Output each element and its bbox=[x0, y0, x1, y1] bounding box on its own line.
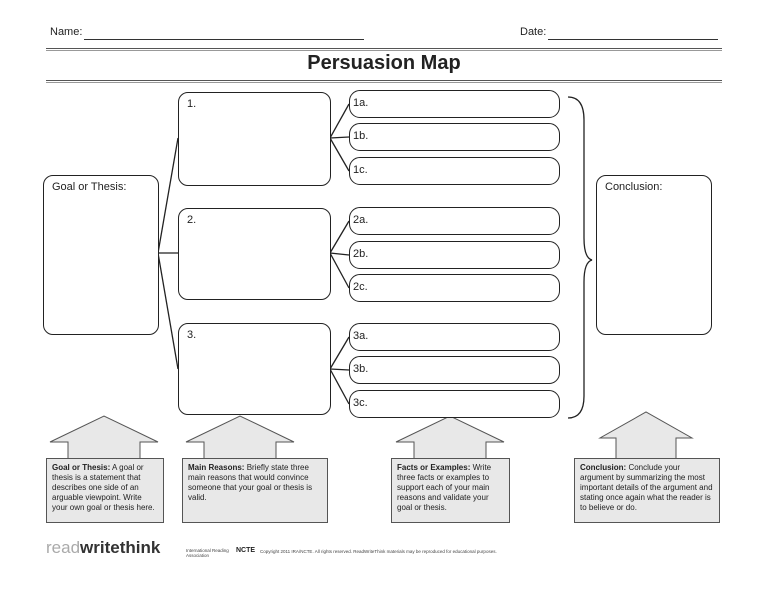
fact-pill-3a-label: 3a. bbox=[353, 330, 369, 342]
facts-description bbox=[391, 458, 510, 523]
fact-pill-2c-label: 2c. bbox=[353, 281, 368, 293]
facts-description-heading: Facts or Examples: bbox=[397, 463, 471, 472]
fact-pill-1a[interactable] bbox=[349, 90, 560, 118]
ira-logo: International Reading Association bbox=[186, 548, 229, 558]
conclusion-description-text: Conclude your argument by summarizing the most important details of the argument and stating once again what the reader is to believe or do. bbox=[580, 463, 713, 512]
fact-pill-1b[interactable] bbox=[349, 123, 560, 151]
goal-box-label: Goal or Thesis: bbox=[52, 181, 127, 193]
fact-pill-2a-label: 2a. bbox=[353, 214, 369, 226]
ncte-logo: NCTE bbox=[236, 547, 256, 554]
goal-box[interactable] bbox=[43, 175, 159, 335]
page-title: Persuasion Map bbox=[307, 52, 461, 74]
conclusion-description bbox=[574, 458, 720, 523]
reasons-description-heading: Main Reasons: bbox=[188, 463, 245, 472]
goal-description bbox=[46, 458, 164, 523]
conclusion-description-heading: Conclusion: bbox=[580, 463, 627, 472]
goal-description-heading: Goal or Thesis: bbox=[52, 463, 111, 472]
logo-write: write bbox=[80, 538, 120, 557]
conclusion-box-label: Conclusion: bbox=[605, 181, 663, 193]
fact-pill-2a[interactable] bbox=[349, 207, 560, 235]
fact-pill-2b[interactable] bbox=[349, 241, 560, 269]
reason-box-3-label: 3. bbox=[187, 329, 197, 341]
reasons-description-text: Briefly state three main reasons that would convince someone that your goal or thesis is valid. bbox=[188, 463, 313, 502]
fact-pill-3b[interactable] bbox=[349, 356, 560, 384]
fact-pill-3c[interactable] bbox=[349, 390, 560, 418]
reason-box-1-label: 1. bbox=[187, 98, 197, 110]
fact-pill-3a[interactable] bbox=[349, 323, 560, 351]
fact-pill-1a-label: 1a. bbox=[353, 97, 369, 109]
readwritethink-logo bbox=[46, 538, 160, 558]
date-label: Date: bbox=[520, 26, 547, 38]
reason-box-3[interactable] bbox=[178, 323, 331, 415]
reason-box-1[interactable] bbox=[178, 92, 331, 186]
logo-think: think bbox=[119, 538, 161, 557]
reason-box-2-label: 2. bbox=[187, 214, 197, 226]
goal-description-text: A goal or thesis is a statement that describes one side of an arguable viewpoint. Write your own goal or thesis here. bbox=[52, 463, 155, 512]
fact-pill-2c[interactable] bbox=[349, 274, 560, 302]
reason-box-2[interactable] bbox=[178, 208, 331, 300]
fact-pill-3c-label: 3c. bbox=[353, 397, 368, 409]
name-label: Name: bbox=[50, 26, 83, 38]
fact-pill-1c-label: 1c. bbox=[353, 164, 368, 176]
fact-pill-1c[interactable] bbox=[349, 157, 560, 185]
fact-pill-3b-label: 3b. bbox=[353, 363, 369, 375]
conclusion-box[interactable] bbox=[596, 175, 712, 335]
fact-pill-2b-label: 2b. bbox=[353, 248, 369, 260]
copyright-text: Copyright 2011 IRA/NCTE. All rights reserved. ReadWriteThink materials may be reproduced for educational purposes. bbox=[260, 549, 497, 554]
reasons-description bbox=[182, 458, 328, 523]
facts-description-text: Write three facts or examples to support each of your main reasons and validate your goal or thesis. bbox=[397, 463, 492, 512]
logo-read: read bbox=[46, 538, 81, 557]
fact-pill-1b-label: 1b. bbox=[353, 130, 369, 142]
